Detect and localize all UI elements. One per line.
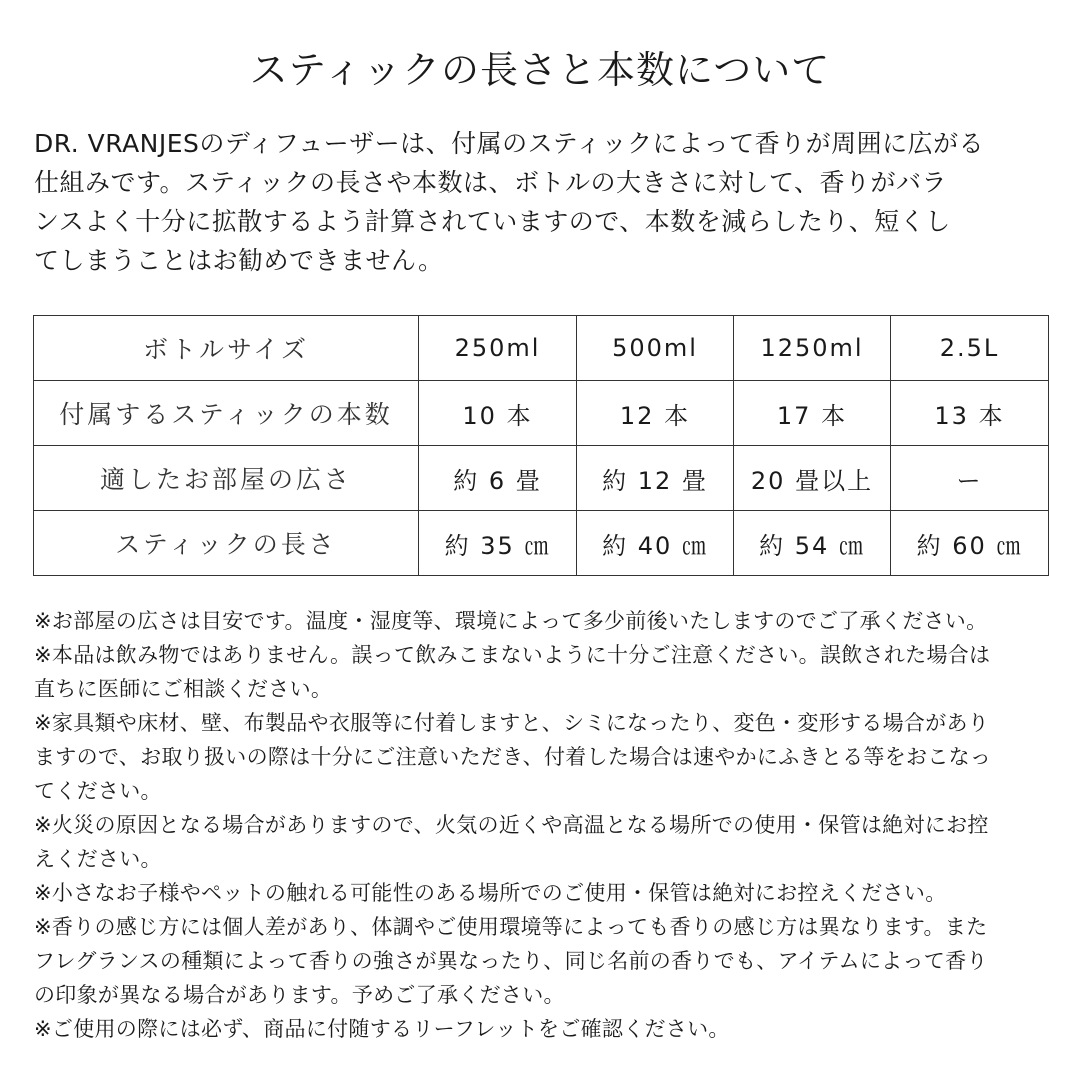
note-line: 直ちに医師にご相談ください。 <box>34 677 333 701</box>
table-cell: 500ml <box>577 316 734 381</box>
note-line: ますので、お取り扱いの際は十分にご注意いただき、付着した場合は速やかにふきとる等をおこなっ <box>34 745 992 769</box>
notes-list <box>34 604 1048 1046</box>
table-cell: ー <box>891 446 1049 511</box>
table-row-stick-length <box>34 511 1049 576</box>
table-row-bottle-size <box>34 316 1049 381</box>
intro-line: DR. VRANJESのディフューザーは、付属のスティックによって香りが周囲に広がる <box>34 129 985 158</box>
table-cell: 12 本 <box>577 381 734 446</box>
page-title: スティックの長さと本数について <box>249 48 831 92</box>
table-cell: 約 40 ㎝ <box>577 511 734 576</box>
table-row-stick-count <box>34 381 1049 446</box>
row-header: ボトルサイズ <box>34 316 419 381</box>
row-header: スティックの長さ <box>34 511 419 576</box>
intro-line: 仕組みです。スティックの長さや本数は、ボトルの大きさに対して、香りがバラ <box>34 168 948 197</box>
note-line: ※香りの感じ方には個人差があり、体調やご使用環境等によっても香りの感じ方は異なります。また <box>34 915 988 939</box>
note-line: ※お部屋の広さは目安です。温度・湿度等、環境によって多少前後いたしますのでご了承ください。 <box>34 609 988 633</box>
note-line: ※火災の原因となる場合がありますので、火気の近くや高温となる場所での使用・保管は絶対にお控 <box>34 813 989 837</box>
table-cell: 13 本 <box>891 381 1049 446</box>
table-cell: 約 12 畳 <box>577 446 734 511</box>
intro-line: ンスよく十分に拡散するよう計算されていますので、本数を減らしたり、短くし <box>34 207 951 236</box>
table-cell: 約 60 ㎝ <box>891 511 1049 576</box>
table-cell: 約 35 ㎝ <box>419 511 577 576</box>
note-line: ※家具類や床材、壁、布製品や衣服等に付着しますと、シミになったり、変色・変形する場合があり <box>34 711 990 735</box>
note-line: ※小さなお子様やペットの触れる可能性のある場所でのご使用・保管は絶対にお控えください。 <box>34 881 947 905</box>
table-cell: 20 畳以上 <box>734 446 891 511</box>
row-header: 付属するスティックの本数 <box>34 381 419 446</box>
intro-paragraph <box>34 124 1048 280</box>
note-line: フレグランスの種類によって香りの強さが異なったり、同じ名前の香りでも、アイテムによって香り <box>34 949 988 973</box>
note-line: ※ご使用の際には必ず、商品に付随するリーフレットをご確認ください。 <box>34 1017 730 1041</box>
table-cell: 17 本 <box>734 381 891 446</box>
spec-table <box>33 315 1049 576</box>
note-line: ※本品は飲み物ではありません。誤って飲みこまないように十分ご注意ください。誤飲された場合は <box>34 643 991 667</box>
note-line: えください。 <box>34 847 162 871</box>
table-cell: 250ml <box>419 316 577 381</box>
table-row-room-size <box>34 446 1049 511</box>
table-cell: 10 本 <box>419 381 577 446</box>
table-cell: 2.5L <box>891 316 1049 381</box>
row-header: 適したお部屋の広さ <box>34 446 419 511</box>
note-line: てください。 <box>34 779 162 803</box>
intro-line: てしまうことはお勧めできません。 <box>34 246 444 275</box>
table-cell: 約 54 ㎝ <box>734 511 891 576</box>
table-cell: 1250ml <box>734 316 891 381</box>
note-line: の印象が異なる場合があります。予めご了承ください。 <box>34 983 565 1007</box>
table-cell: 約 6 畳 <box>419 446 577 511</box>
